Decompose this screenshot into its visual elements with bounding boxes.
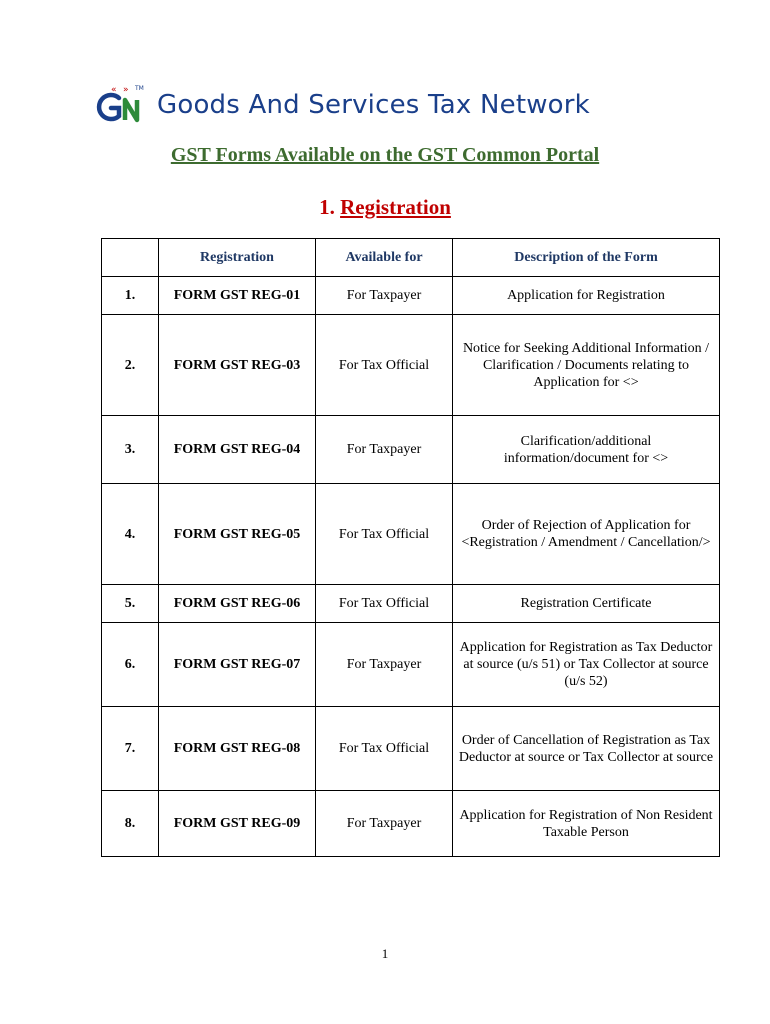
form-description: Order of Cancellation of Registration as Tax Deductor at source or Tax Collector at source xyxy=(453,707,720,791)
document-title xyxy=(0,144,770,167)
form-id: FORM GST REG-08 xyxy=(159,707,316,791)
document-title-text: GST Forms Available on the GST Common Portal xyxy=(170,144,600,166)
header-description: Description of the Form xyxy=(453,239,720,277)
forms-table xyxy=(101,238,720,857)
form-id: FORM GST REG-06 xyxy=(159,585,316,623)
section-label: Registration xyxy=(340,195,451,219)
row-number: 1. xyxy=(102,277,159,315)
row-number: 3. xyxy=(102,416,159,484)
row-number: 6. xyxy=(102,623,159,707)
table-row xyxy=(102,277,720,315)
row-number: 5. xyxy=(102,585,159,623)
table-row xyxy=(102,484,720,585)
page-header xyxy=(95,80,590,126)
row-number: 7. xyxy=(102,707,159,791)
gstn-logo xyxy=(95,80,157,126)
row-number: 8. xyxy=(102,791,159,857)
header-registration: Registration xyxy=(159,239,316,277)
form-description: Registration Certificate xyxy=(453,585,720,623)
table-row xyxy=(102,416,720,484)
available-for: For Tax Official xyxy=(316,585,453,623)
form-id: FORM GST REG-01 xyxy=(159,277,316,315)
section-number: 1. xyxy=(319,195,335,219)
form-id: FORM GST REG-03 xyxy=(159,315,316,416)
org-name: Goods And Services Tax Network xyxy=(157,90,590,120)
form-description: Notice for Seeking Additional Information / Clarification / Documents relating to Application for <> xyxy=(453,315,720,416)
form-id: FORM GST REG-05 xyxy=(159,484,316,585)
row-number: 4. xyxy=(102,484,159,585)
available-for: For Taxpayer xyxy=(316,277,453,315)
available-for: For Taxpayer xyxy=(316,623,453,707)
table-header-row xyxy=(102,239,720,277)
form-description: Application for Registration as Tax Deductor at source (u/s 51) or Tax Collector at source (u/s 52) xyxy=(453,623,720,707)
form-id: FORM GST REG-04 xyxy=(159,416,316,484)
row-number: 2. xyxy=(102,315,159,416)
available-for: For Tax Official xyxy=(316,315,453,416)
page-number: 1 xyxy=(381,946,389,961)
form-description: Application for Registration xyxy=(453,277,720,315)
available-for: For Taxpayer xyxy=(316,416,453,484)
available-for: For Taxpayer xyxy=(316,791,453,857)
form-description: Application for Registration of Non Resident Taxable Person xyxy=(453,791,720,857)
table-row xyxy=(102,791,720,857)
form-description: Order of Rejection of Application for <Registration / Amendment / Cancellation/> xyxy=(453,484,720,585)
form-description: Clarification/additional information/document for <> xyxy=(453,416,720,484)
table-row xyxy=(102,623,720,707)
table-row xyxy=(102,707,720,791)
svg-text:«: « xyxy=(111,85,117,95)
available-for: For Tax Official xyxy=(316,707,453,791)
form-id: FORM GST REG-09 xyxy=(159,791,316,857)
svg-text:»: » xyxy=(123,85,129,95)
table-row xyxy=(102,315,720,416)
logo-tm: TM xyxy=(135,85,144,92)
header-available-for: Available for xyxy=(316,239,453,277)
section-title xyxy=(0,195,770,220)
available-for: For Tax Official xyxy=(316,484,453,585)
form-id: FORM GST REG-07 xyxy=(159,623,316,707)
header-serial xyxy=(102,239,159,277)
table-row xyxy=(102,585,720,623)
